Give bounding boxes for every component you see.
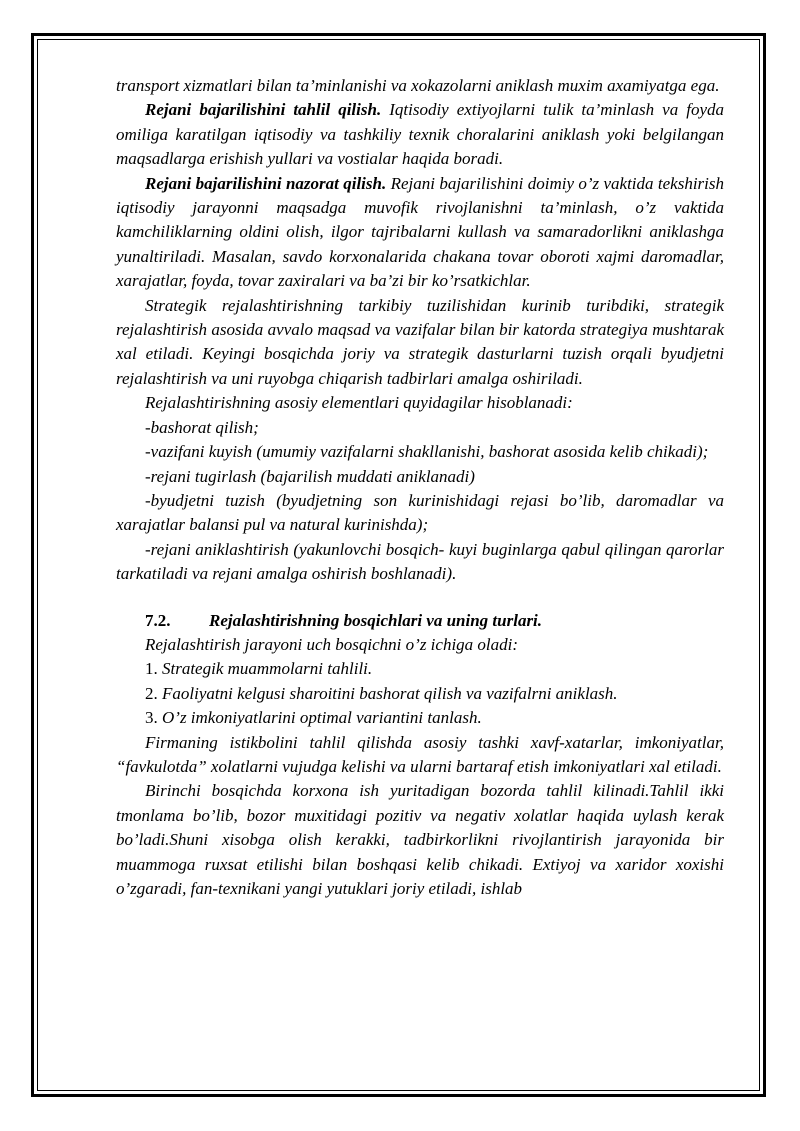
list-text: Faoliyatni kelgusi sharoitini bashorat qilish va vazifalrni aniklash. bbox=[162, 683, 618, 703]
paragraph: Strategik rejalashtirishning tarkibiy tuzilishidan kurinib turibdiki, strategik rejalashtirish asosida avvalo maqsad va vazifalar bilan bir katorda strategiya mushtarak xal etiladi. Keyingi bosqichda joriy va strategik dasturlarni tuzish orqali byudjetni rejalashtirish va uni ruyobga chiqarish tadbirlari amalga oshiriladi. bbox=[116, 295, 724, 388]
list-item bbox=[116, 682, 724, 706]
paragraph-text: Rejani bajarilishini doimiy o’z vaktida tekshirish iqtisodiy jarayonni maqsadga muvofik rivojlanishni ta’minlash, o’z vaktida kamchiliklarning oldini olish, ilgor tajribalarni kullash va samaradorlikni aniklashga yunaltiriladi. Masalan, savdo korxonalarida chakana tovar oboroti xajmi daromadlar, xarajatlar, foyda, tovar zaxiralari va ba’zi bir ko’rsatkichlar. bbox=[116, 173, 724, 291]
list-item bbox=[116, 706, 724, 730]
paragraph: Rejalashtirishning asosiy elementlari quyidagilar hisoblanadi: bbox=[145, 393, 573, 413]
paragraph-lead: Rejani bajarilishini nazorat qilish. bbox=[145, 173, 387, 193]
list-item: -rejani aniklashtirish (yakunlovchi bosqich- kuyi buginlarga qabul qilingan qarorlar tarkatiladi va rejani amalga oshirish boshlanadi). bbox=[116, 539, 724, 584]
list-item bbox=[116, 657, 724, 681]
list-text: Strategik muammolarni tahlili. bbox=[162, 659, 373, 679]
list-item: -bashorat qilish; bbox=[145, 417, 259, 437]
paragraph: transport xizmatlari bilan ta’minlanishi va xokazolarni aniklash muxim axamiyatga ega. bbox=[116, 76, 720, 95]
paragraph-lead: Rejani bajarilishini tahlil qilish. bbox=[145, 100, 382, 120]
list-item: -byudjetni tuzish (byudjetning son kurinishidagi rejasi bo’lib, daromadlar va xarajatlar balansi pul va natural kurinishda); bbox=[116, 490, 724, 535]
list-text: O’z imkoniyatlarini optimal variantini tanlash. bbox=[162, 708, 482, 728]
list-item: -rejani tugirlash (bajarilish muddati aniklanadi) bbox=[145, 466, 475, 486]
paragraph-text: Iqtisodiy extiyojlarni tulik ta’minlash va foyda omiliga karatilgan iqtisodiy va tashkiliy texnik choralarini aniklash yoki belgilangan maqsadlarga erishish yullari va vostialar haqida boradi. bbox=[116, 100, 724, 169]
paragraph: Birinchi bosqichda korxona ish yuritadigan bozorda tahlil kilinadi.Tahlil ikki tmonlama bo’lib, bozor muxitidagi pozitiv va negativ xolatlar haqida uylash kerak bo’ladi.Shuni xisobga olish kerakki, tadbirkorlikni rivojlantirish jarayonida bir muammoga ruxsat etilishi bilan boshqasi kelib chikadi. Extiyoj va xaridor xoxishi o’zgaradi, fan-texnikani yangi yutuklari joriy etiladi, ishlab bbox=[116, 781, 724, 898]
paragraph bbox=[116, 98, 724, 171]
list-number: 3. bbox=[145, 708, 162, 728]
list-number: 2. bbox=[145, 683, 162, 703]
section-title: Rejalashtirishning bosqichlari va uning turlari. bbox=[209, 610, 543, 630]
section-number: 7.2. bbox=[145, 610, 171, 630]
paragraph: Rejalashtirish jarayoni uch bosqichni o’z ichiga oladi: bbox=[145, 634, 519, 654]
paragraph: Firmaning istikbolini tahlil qilishda asosiy tashki xavf-xatarlar, imkoniyatlar, “favkulotda” xolatlarni vujudga kelishi va ularni bartaraf etish imkoniyatlari xal etiladi. bbox=[116, 732, 724, 776]
document-body bbox=[116, 74, 724, 901]
list-item: -vazifani kuyish (umumiy vazifalarni shakllanishi, bashorat asosida kelib chikadi); bbox=[145, 442, 709, 462]
spacer bbox=[116, 587, 724, 609]
list-number: 1. bbox=[145, 659, 162, 679]
section-heading bbox=[116, 609, 724, 633]
paragraph bbox=[116, 172, 724, 294]
